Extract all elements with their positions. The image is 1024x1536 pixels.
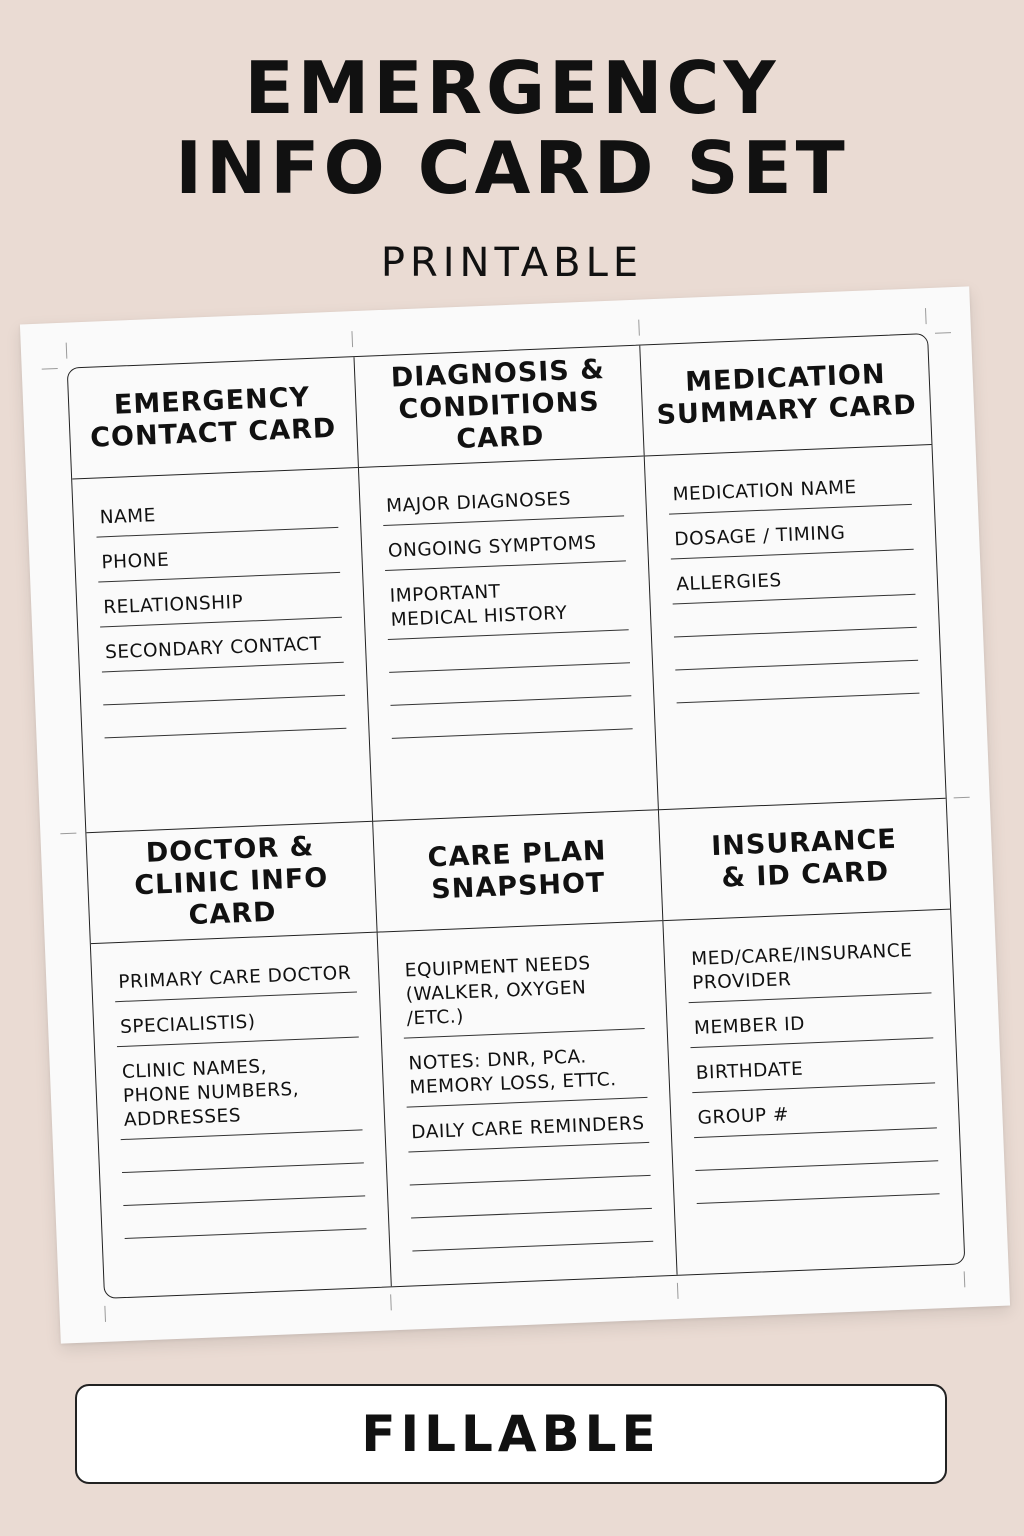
field-label: MEMBER ID xyxy=(693,1013,806,1039)
field-label: SECONDARY CONTACT xyxy=(104,633,322,664)
crop-mark xyxy=(954,797,970,799)
fillable-badge xyxy=(75,1384,947,1484)
field-label xyxy=(691,938,931,996)
emergency-contact-card xyxy=(68,357,373,833)
field-label: ONGOING SYMPTOMS xyxy=(387,532,597,562)
card-fields xyxy=(91,933,388,1240)
card-fields xyxy=(72,468,368,739)
crop-mark xyxy=(66,343,68,359)
field-label-line: PROVIDER xyxy=(691,969,792,995)
field-label: SPECIALISTIS) xyxy=(119,1011,256,1039)
medical-history-field[interactable] xyxy=(385,561,629,640)
field-label: PHONE xyxy=(101,549,170,574)
page-title xyxy=(0,48,1024,208)
card-title xyxy=(427,835,608,906)
card-header xyxy=(373,810,663,932)
field-label: BIRTHDATE xyxy=(695,1058,804,1084)
doctor-clinic-card xyxy=(86,822,391,1298)
field-label: GROUP # xyxy=(697,1104,790,1129)
field-label-line: CLINIC NAMES, xyxy=(121,1056,268,1083)
care-plan-card xyxy=(373,810,678,1286)
card-fields xyxy=(377,921,675,1252)
card-header xyxy=(86,822,376,944)
card-fields xyxy=(645,445,941,704)
field-label-line: MEDICAL HISTORY xyxy=(390,602,568,631)
card-title-line: INSURANCE xyxy=(710,823,898,863)
crop-mark xyxy=(925,308,927,324)
crop-mark xyxy=(60,833,76,835)
field-label: ALLERGIES xyxy=(675,570,783,596)
field-label-line: NOTES: DNR, PCA. xyxy=(408,1046,588,1075)
insurance-provider-field[interactable] xyxy=(686,924,931,1003)
field-label: NAME xyxy=(99,505,157,529)
field-label-line: EQUIPMENT NEEDS xyxy=(404,953,591,982)
insurance-id-card xyxy=(659,799,964,1275)
field-label xyxy=(389,575,628,632)
crop-mark xyxy=(351,331,353,347)
card-title xyxy=(88,381,337,455)
card-title-line: & ID CARD xyxy=(720,856,890,894)
card-title-line: EMERGENCY xyxy=(113,381,311,421)
card-title-line: SNAPSHOT xyxy=(430,867,606,906)
card-title-line: CONDITIONS CARD xyxy=(397,386,601,456)
card-header xyxy=(641,334,932,456)
clinic-details-field[interactable] xyxy=(117,1037,362,1140)
crop-mark xyxy=(964,1271,966,1287)
card-title-line: SUMMARY CARD xyxy=(656,389,918,431)
card-header xyxy=(659,799,950,921)
card-title xyxy=(711,824,899,895)
card-grid xyxy=(67,333,966,1299)
card-title-line: MEDICATION xyxy=(684,358,887,398)
fillable-label: FILLABLE xyxy=(361,1405,661,1463)
field-label: DOSAGE / TIMING xyxy=(673,522,846,551)
title-line-2: INFO CARD SET xyxy=(175,126,849,210)
title-line-1: EMERGENCY xyxy=(244,46,780,130)
field-label xyxy=(122,1051,362,1132)
care-notes-field[interactable] xyxy=(404,1029,648,1108)
field-label: MEDICATION NAME xyxy=(672,477,858,506)
crop-mark xyxy=(935,332,951,334)
card-title-line: CONTACT CARD xyxy=(89,412,337,454)
field-label-line: MED/CARE/INSURANCE xyxy=(690,940,913,971)
card-header xyxy=(68,357,358,479)
crop-mark xyxy=(42,368,58,370)
card-title-line: CARE PLAN xyxy=(427,835,608,874)
equipment-needs-field[interactable] xyxy=(400,936,645,1039)
card-fields xyxy=(664,910,962,1205)
card-fields xyxy=(359,457,655,740)
field-label-line: (WALKER, OXYGEN /ETC.) xyxy=(405,977,587,1030)
field-label xyxy=(404,950,644,1031)
diagnosis-conditions-card xyxy=(354,346,659,822)
field-label: DAILY CARE REMINDERS xyxy=(410,1113,645,1144)
printable-sheet xyxy=(20,286,1010,1343)
card-title xyxy=(354,353,643,460)
card-title xyxy=(87,829,376,936)
crop-mark xyxy=(638,320,640,336)
crop-mark xyxy=(104,1306,106,1322)
medication-summary-card xyxy=(641,334,946,810)
card-title xyxy=(655,358,918,432)
field-label-line: ADDRESSES xyxy=(123,1105,242,1131)
field-label: MAJOR DIAGNOSES xyxy=(385,488,572,517)
crop-mark xyxy=(677,1283,679,1299)
field-label-line: MEMORY LOSS, ETTC. xyxy=(409,1069,617,1099)
field-label-line: IMPORTANT xyxy=(389,581,501,607)
card-title-line: DOCTOR & xyxy=(145,831,315,869)
card-title-line: CLINIC INFO CARD xyxy=(133,862,329,932)
page-subtitle: PRINTABLE xyxy=(380,240,644,286)
card-header xyxy=(354,346,644,468)
field-label: RELATIONSHIP xyxy=(102,591,244,619)
card-title-line: DIAGNOSIS & xyxy=(390,354,606,394)
field-label xyxy=(408,1043,647,1100)
field-label-line: PHONE NUMBERS, xyxy=(122,1078,300,1107)
field-label: PRIMARY CARE DOCTOR xyxy=(117,962,352,994)
crop-mark xyxy=(390,1294,392,1310)
